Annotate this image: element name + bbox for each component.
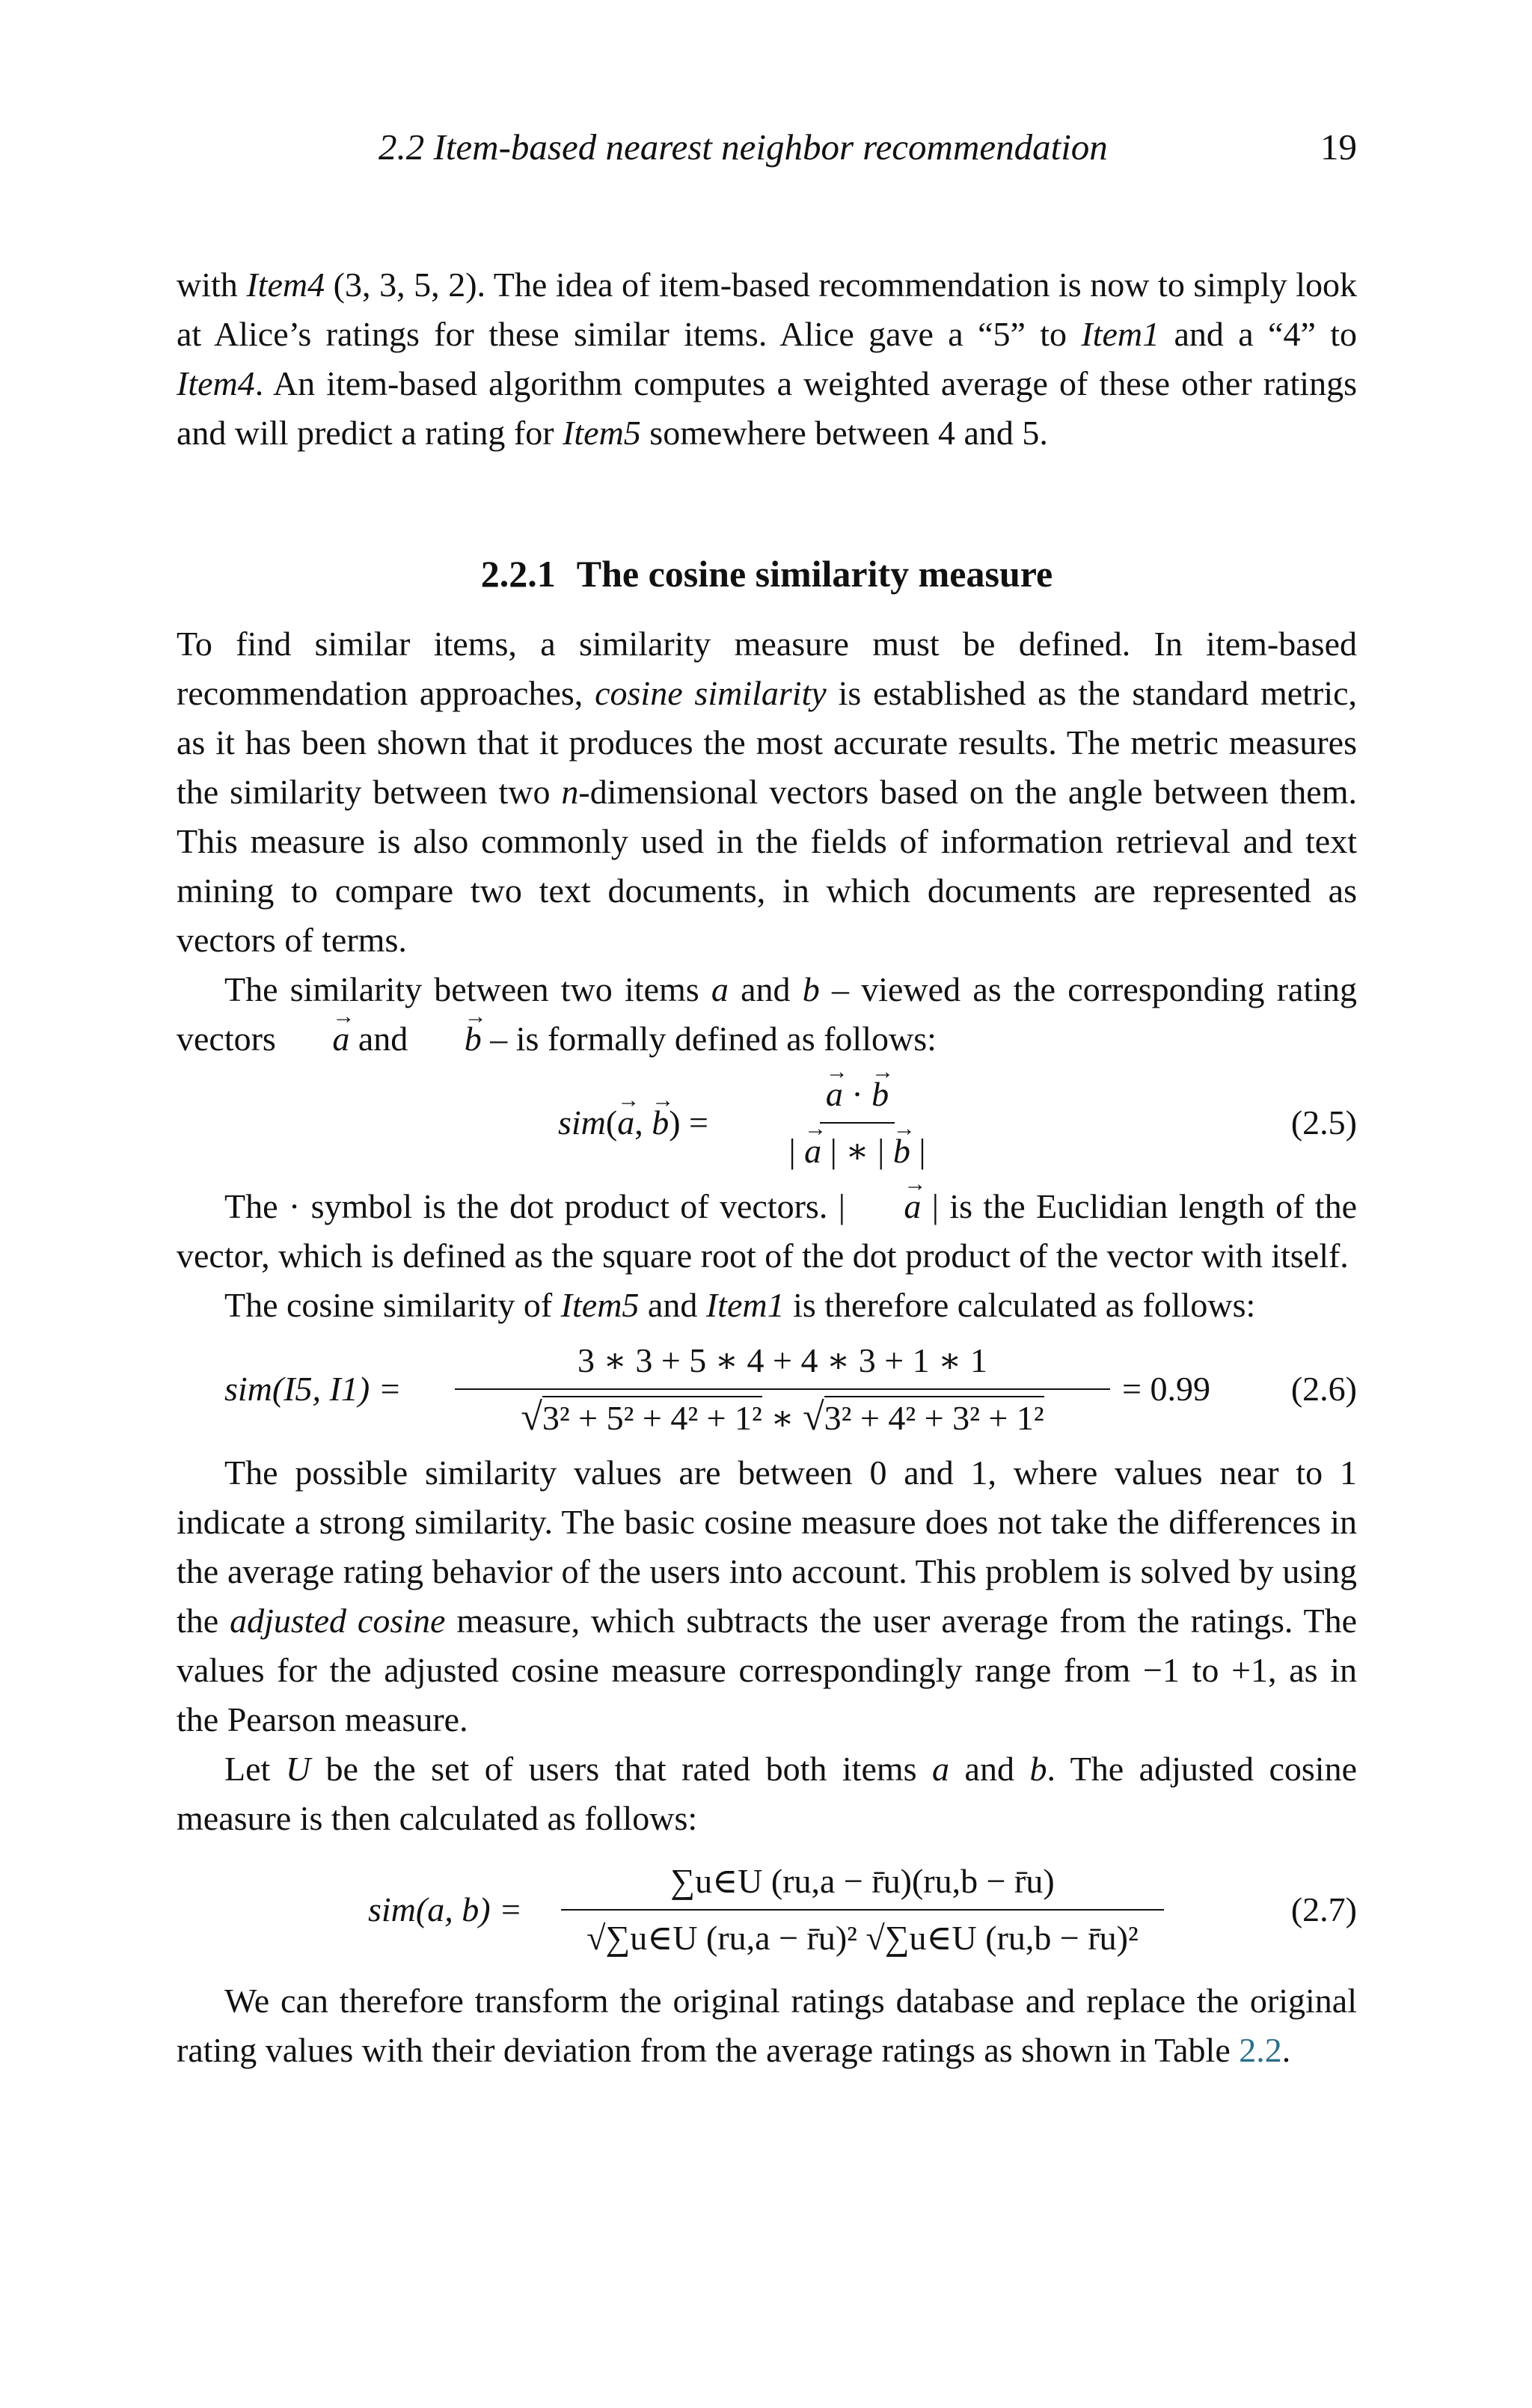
- section-heading: [177, 548, 1357, 600]
- equation-2-6-lhs: sim(I5, I1) =: [224, 1370, 402, 1408]
- paragraph-adjusted-cosine: The possible similarity values are between 0 and 1, where values near to 1 indicate a strong similarity. The basic cosine measure does not take the differences in the average rating behavior of the users into account. This problem is solved by using the adjusted cosine measure, which subtracts the user average from the ratings. The values for the adjusted cosine measure correspondingly range from −1 to +1, as in the Pearson measure.: [177, 1453, 1357, 1738]
- paragraph-user-set: Let U be the set of users that rated both items a and b. The adjusted cosine measure is then calculated as follows:: [177, 1750, 1358, 1837]
- equation-2-6-result: = 0.99: [1122, 1370, 1210, 1408]
- paragraph-transform: We can therefore transform the original ratings database and replace the original rating values with their deviation from the average ratings as shown in Table 2.2.: [177, 1982, 1357, 2069]
- paragraph-intro: with Item4 (3, 3, 5, 2). The idea of item-based recommendation is now to simply look at Alice’s ratings for these similar items. Alice gave a “5” to Item1 and a “4” to Item4. An item-based algorithm computes a weighted average of these other ratings and will predict a rating for Item5 somewhere between 4 and 5.: [177, 266, 1357, 452]
- equation-2-6-fraction: [453, 1341, 1112, 1438]
- equation-2-7-fraction: [560, 1854, 1165, 1966]
- equation-2-5-fraction: [767, 1074, 947, 1171]
- equation-number: (2.5): [1290, 1103, 1357, 1142]
- equation-2-5-denominator: | → a | ∗ | → b |: [782, 1124, 931, 1176]
- body-text: [177, 260, 1357, 2075]
- equation-2-6: [177, 1341, 1357, 1438]
- table-reference-link[interactable]: 2.2: [1239, 2031, 1282, 2069]
- paragraph-cosine-intro: To find similar items, a similarity measure must be defined. In item-based recommendation approaches, cosine similarity is established as the standard metric, as it has been shown that it produces the most accurate results. The metric measures the similarity between two n-dimensional vectors based on the angle between them. This measure is also commonly used in the fields of information retrieval and text mining to compare two text documents, in which documents are represented as vectors of terms.: [177, 625, 1358, 959]
- paragraph-example-intro: The cosine similarity of Item5 and Item1 is therefore calculated as follows:: [224, 1286, 1256, 1324]
- equation-2-7-lhs: sim(a, b) =: [368, 1890, 523, 1928]
- running-header: [177, 126, 1357, 178]
- paragraph-definition: The similarity between two items a and b – viewed as the corresponding rating vectors → a and → b – is formally defined as follows:: [177, 965, 1357, 1064]
- equation-2-5-lhs: sim(→ a, → b) =: [558, 1098, 708, 1148]
- equation-2-5: [177, 1074, 1357, 1171]
- equation-2-5-numerator: → a · → b: [820, 1070, 895, 1124]
- equation-2-7-numerator: ∑u∈U (ru,a − r̄u)(ru,b − r̄u): [561, 1857, 1164, 1911]
- equation-2-6-denominator: √3² + 5² + 4² + 1² ∗ √3² + 4² + 3² + 1²: [521, 1395, 1044, 1439]
- running-title: 2.2 Item-based nearest neighbor recommendation: [379, 126, 1108, 168]
- equation-2-7-denominator: √∑u∈U (ru,a − r̄u)² √∑u∈U (ru,b − r̄u)²: [586, 1919, 1139, 1957]
- page-number: 19: [1320, 126, 1357, 168]
- equation-number: (2.6): [1290, 1370, 1357, 1408]
- paragraph-dot-product: The · symbol is the dot product of vectors. | → a | is the Euclidian length of the vector, which is defined as the square root of the dot product of the vector with itself.: [177, 1182, 1357, 1281]
- equation-2-7: [177, 1854, 1357, 1966]
- section-number: 2.2.1: [480, 553, 556, 595]
- equation-number: (2.7): [1290, 1890, 1357, 1928]
- section-title: The cosine similarity measure: [576, 553, 1053, 595]
- equation-2-6-numerator: 3 ∗ 3 + 5 ∗ 4 + 4 ∗ 3 + 1 ∗ 1: [455, 1336, 1110, 1390]
